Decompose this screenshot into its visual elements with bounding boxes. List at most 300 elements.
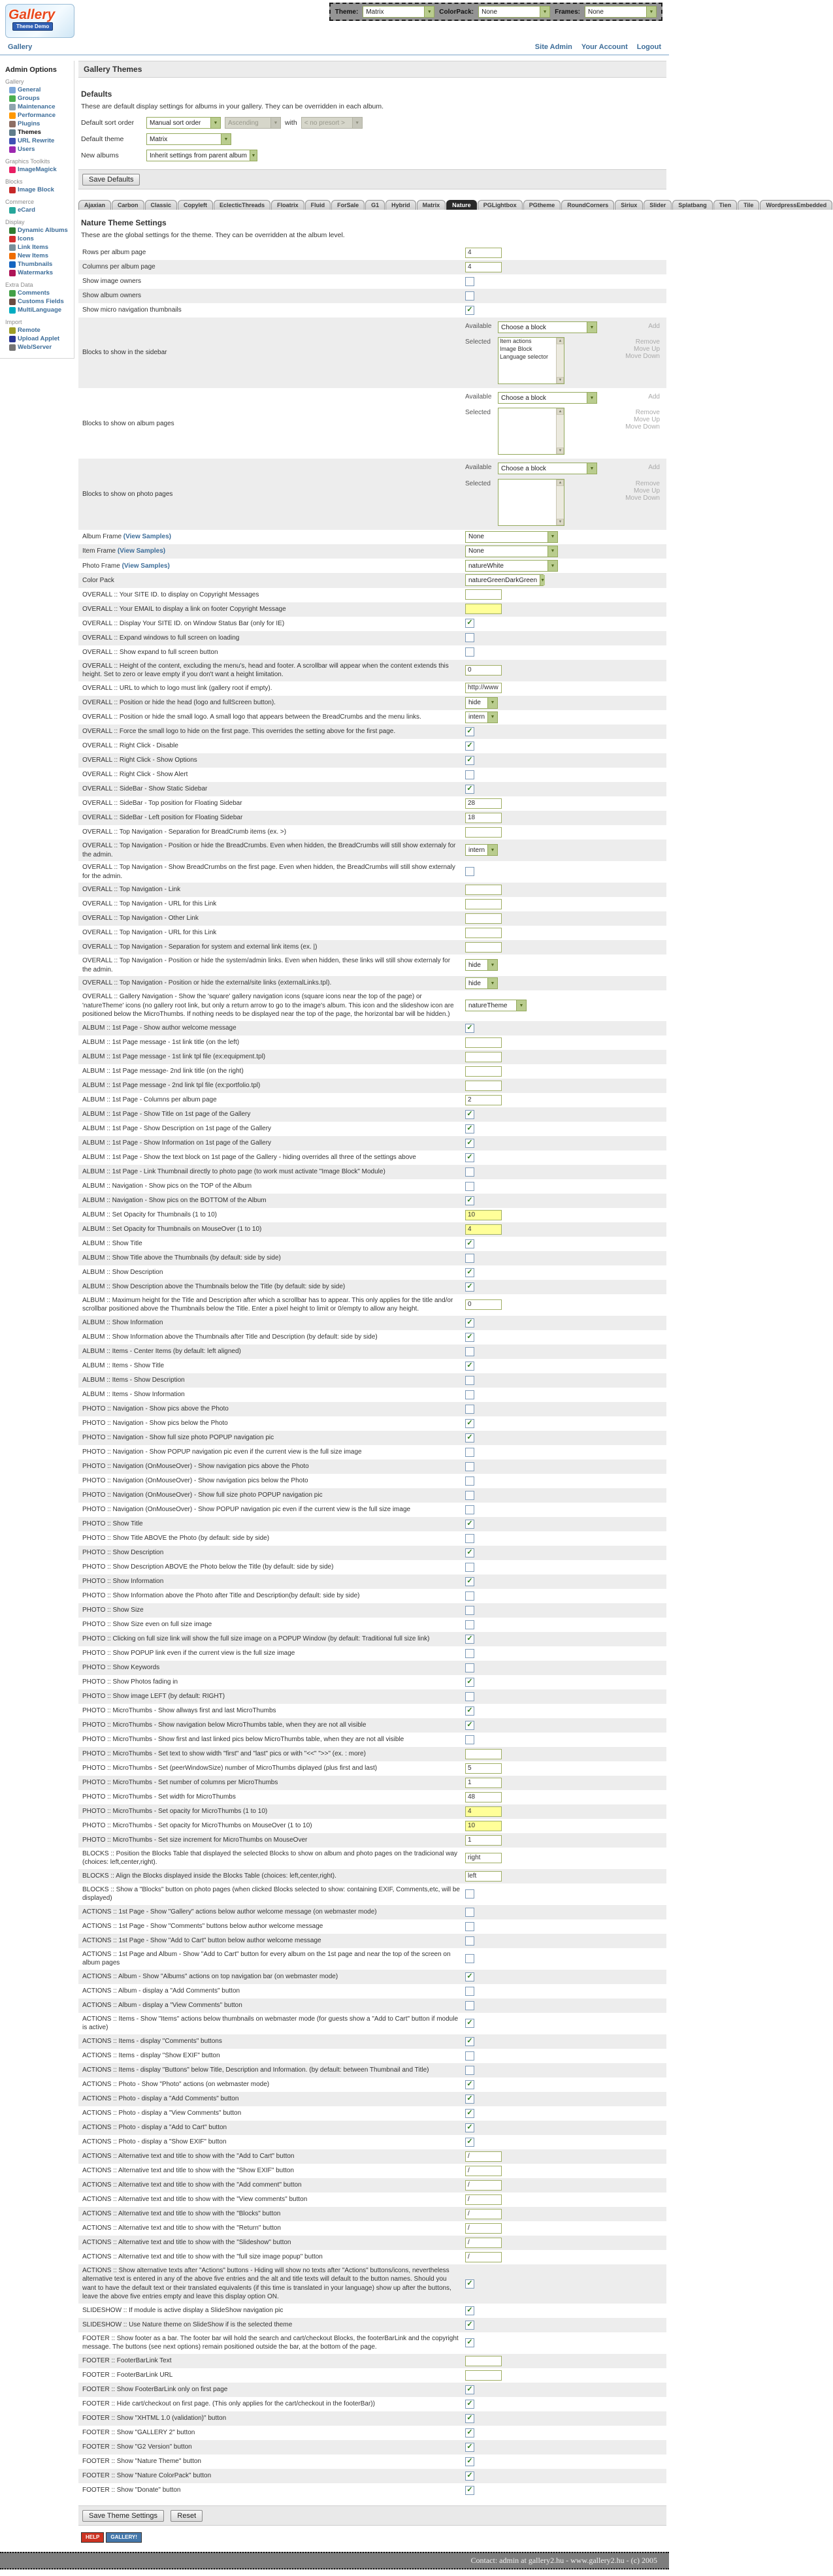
setting-text-input[interactable]: 4 [465, 262, 502, 272]
tab-eclecticthreads[interactable]: EclecticThreads [214, 200, 270, 210]
sidebar-item-link-items[interactable] [5, 243, 74, 252]
setting-checkbox[interactable]: ✓ [465, 1706, 474, 1716]
sidebar-item-watermarks[interactable] [5, 269, 74, 277]
setting-label: PHOTO :: Show POPUP link even if the current view is the full size image [82, 1650, 295, 1657]
setting-text-input[interactable]: 18 [465, 813, 502, 823]
setting-label: FOOTER :: Show "G2 Version" button [82, 2443, 192, 2451]
move-down-link[interactable]: Move Down [625, 423, 660, 431]
view-samples-link[interactable]: (View Samples) [123, 533, 171, 541]
setting-label: FOOTER :: FooterBarLink URL [82, 2372, 173, 2379]
settings-row [78, 1280, 666, 1294]
theme-select[interactable]: Matrix ▼ [363, 6, 434, 18]
setting-checkbox[interactable] [465, 2051, 474, 2061]
setting-text-input[interactable]: / [465, 2166, 502, 2176]
setting-checkbox[interactable]: ✓ [465, 1419, 474, 1428]
chevron-down-icon: ▼ [270, 118, 280, 128]
setting-select[interactable] [465, 697, 498, 709]
setting-checkbox[interactable] [465, 1534, 474, 1543]
scroll-up-icon[interactable]: ▲ [557, 408, 564, 415]
setting-label: ACTIONS :: Alternative text and title to show with the "Blocks" button [82, 2210, 281, 2218]
view-samples-link[interactable]: (View Samples) [122, 562, 170, 570]
default-theme-select[interactable]: Matrix ▼ [146, 133, 231, 145]
setting-checkbox[interactable]: ✓ [465, 1577, 474, 1586]
tab-wordpressembedded[interactable]: WordpressEmbedded [760, 200, 832, 210]
sidebar-item-imagemagick[interactable] [5, 165, 74, 174]
sidebar-item-new-items[interactable] [5, 252, 74, 260]
page-title: Gallery Themes [78, 61, 666, 78]
setting-checkbox[interactable]: ✓ [465, 1433, 474, 1443]
sidebar-item-comments[interactable] [5, 289, 74, 297]
setting-label: PHOTO :: MicroThumbs - Show navigation below MicroThumbs table, when they are not all visible [82, 1721, 367, 1729]
sidebar-item-themes[interactable] [5, 128, 74, 137]
sidebar-item-icons[interactable] [5, 235, 74, 243]
add-block-link[interactable]: Add [648, 323, 660, 330]
setting-label: OVERALL :: Force the small logo to hide on the first page. This overrides the setting above for the first page. [82, 728, 396, 736]
setting-checkbox[interactable]: ✓ [465, 756, 474, 765]
setting-control [465, 753, 666, 768]
sidebar-item-dynamic-albums[interactable] [5, 226, 74, 235]
setting-text-input[interactable]: 10 [465, 1210, 502, 1220]
setting-checkbox[interactable]: ✓ [465, 1139, 474, 1148]
sort-order-select[interactable]: Manual sort order ▼ [146, 117, 221, 129]
setting-text-input[interactable]: / [465, 2238, 502, 2248]
setting-label: FOOTER :: Show "Donate" button [82, 2486, 181, 2494]
settings-row [78, 2264, 666, 2304]
setting-checkbox[interactable]: ✓ [465, 2019, 474, 2028]
setting-label: OVERALL :: Position or hide the small logo. A small logo that appears between the BreadCrumbs and the menu links. [82, 713, 421, 721]
setting-control [465, 1280, 666, 1294]
settings-row [78, 1459, 666, 1474]
selected-blocks-listbox[interactable] [498, 408, 564, 455]
settings-row [78, 2318, 666, 2332]
save-defaults-button[interactable]: Save Defaults [82, 174, 140, 186]
setting-checkbox[interactable] [465, 1606, 474, 1615]
sidebar-item-multilanguage[interactable] [5, 306, 74, 314]
setting-control [465, 897, 666, 911]
setting-text-input[interactable] [465, 942, 502, 953]
setting-checkbox[interactable]: ✓ [465, 1153, 474, 1162]
setting-label: PHOTO :: MicroThumbs - Set opacity for MicroThumbs (1 to 10) [82, 1808, 268, 1816]
selected-block-item[interactable]: Language selector [500, 353, 549, 360]
settings-row [78, 573, 666, 587]
settings-row [78, 1050, 666, 1064]
setting-checkbox[interactable]: ✓ [465, 2471, 474, 2481]
scroll-down-icon[interactable]: ▼ [557, 377, 564, 383]
setting-checkbox[interactable]: ✓ [465, 785, 474, 794]
setting-checkbox[interactable] [465, 1347, 474, 1356]
tab-g1[interactable]: G1 [365, 200, 385, 210]
setting-control [465, 588, 666, 602]
scroll-up-icon[interactable]: ▲ [557, 480, 564, 486]
settings-row [78, 544, 666, 559]
site-link-bar [0, 41, 669, 56]
link-your-account[interactable]: Your Account [581, 43, 628, 51]
listbox-scrollbar[interactable] [556, 338, 564, 383]
setting-text-input[interactable]: / [465, 2194, 502, 2205]
setting-checkbox[interactable]: ✓ [465, 2414, 474, 2423]
setting-checkbox[interactable] [465, 2001, 474, 2010]
available-block-select-value: Choose a block [501, 323, 546, 331]
setting-control [465, 1790, 666, 1804]
setting-checkbox[interactable]: ✓ [465, 2123, 474, 2132]
setting-checkbox[interactable]: ✓ [465, 1318, 474, 1328]
setting-label: OVERALL :: Top Navigation - Separation for system and external link items (ex. |) [82, 943, 318, 951]
setting-checkbox[interactable]: ✓ [465, 2080, 474, 2089]
setting-checkbox[interactable]: ✓ [465, 619, 474, 628]
setting-checkbox[interactable] [465, 1491, 474, 1500]
setting-checkbox[interactable]: ✓ [465, 1972, 474, 1981]
sidebar-item-remote[interactable] [5, 326, 74, 334]
setting-label: ACTIONS :: Alternative text and title to show with the "Add to Cart" button [82, 2153, 295, 2160]
setting-control [465, 2034, 666, 2049]
setting-checkbox[interactable] [465, 1167, 474, 1177]
setting-checkbox[interactable]: ✓ [465, 1333, 474, 1342]
listbox-scrollbar[interactable] [556, 480, 564, 525]
setting-checkbox[interactable]: ✓ [465, 2486, 474, 2495]
sidebar-item-customs-fields[interactable] [5, 297, 74, 306]
setting-checkbox[interactable] [465, 291, 474, 301]
sidebar-item-maintenance[interactable] [5, 103, 74, 111]
new-albums-select[interactable]: Inherit settings from parent album ▼ [146, 150, 257, 161]
setting-checkbox[interactable] [465, 1936, 474, 1946]
sidebar-section-heading: Extra Data [5, 282, 33, 288]
setting-text-input[interactable]: 48 [465, 1792, 502, 1802]
themes-icon [9, 129, 16, 136]
setting-text-input[interactable] [465, 913, 502, 924]
setting-label: OVERALL :: SideBar - Show Static Sidebar [82, 785, 208, 793]
setting-label: PHOTO :: MicroThumbs - Set number of columns per MicroThumbs [82, 1779, 278, 1787]
setting-checkbox[interactable] [465, 1591, 474, 1601]
settings-row [78, 954, 666, 976]
sidebar-item-label: Customs Fields [18, 298, 64, 305]
setting-checkbox[interactable] [465, 1254, 474, 1263]
setting-checkbox[interactable]: ✓ [465, 2279, 474, 2289]
selected-blocks-listbox[interactable] [498, 337, 564, 384]
setting-text-input[interactable] [465, 1081, 502, 1091]
setting-checkbox[interactable] [465, 1390, 474, 1399]
setting-text-input[interactable] [465, 1066, 502, 1077]
setting-label: FOOTER :: Show "XHTML 1.0 (validation)" button [82, 2415, 227, 2422]
setting-checkbox[interactable] [465, 1376, 474, 1385]
setting-checkbox[interactable]: ✓ [465, 1520, 474, 1529]
settings-row [78, 2236, 666, 2250]
badge-help[interactable]: HELP [81, 2532, 104, 2543]
move-up-link[interactable]: Move Up [633, 346, 660, 353]
setting-select[interactable] [465, 844, 498, 856]
setting-text-input[interactable] [465, 928, 502, 938]
setting-checkbox[interactable]: ✓ [465, 1282, 474, 1292]
settings-row [78, 1718, 666, 1733]
setting-checkbox[interactable] [465, 1735, 474, 1744]
setting-select[interactable] [465, 1000, 527, 1011]
tab-carbon[interactable]: Carbon [112, 200, 144, 210]
sidebar-item-image-block[interactable] [5, 186, 74, 194]
scroll-down-icon[interactable]: ▼ [557, 519, 564, 525]
tab-splatbang[interactable]: Splatbang [672, 200, 713, 210]
setting-label: OVERALL :: Position or hide the head (logo and fullScreen button). [82, 699, 276, 706]
available-block-select[interactable] [498, 392, 597, 404]
setting-control [465, 1297, 666, 1312]
setting-label: ALBUM :: Items - Center Items (by default: left aligned) [82, 1348, 241, 1356]
setting-control [465, 1661, 666, 1675]
setting-control [465, 843, 666, 857]
sidebar-item-url-rewrite[interactable] [5, 137, 74, 145]
setting-select[interactable] [465, 574, 544, 586]
settings-row [78, 1265, 666, 1280]
setting-checkbox[interactable] [465, 867, 474, 876]
setting-checkbox[interactable]: ✓ [465, 1635, 474, 1644]
settings-row [78, 1093, 666, 1107]
move-down-link[interactable]: Move Down [625, 353, 660, 361]
setting-checkbox[interactable] [465, 277, 474, 286]
setting-label: OVERALL :: Top Navigation - Show BreadCrumbs on the first page. Even when hidden, the BreadCrumbs will still show externaly for the admin. [82, 864, 455, 880]
setting-checkbox[interactable] [465, 1922, 474, 1931]
reset-button[interactable]: Reset [171, 2510, 203, 2522]
setting-text-input[interactable]: 0 [465, 1299, 502, 1310]
setting-select[interactable] [465, 959, 498, 971]
setting-control [465, 1589, 666, 1603]
setting-text-input[interactable] [465, 589, 502, 600]
setting-control [465, 2440, 666, 2454]
tab-pgtheme[interactable]: PGtheme [523, 200, 561, 210]
setting-checkbox[interactable]: ✓ [465, 2109, 474, 2118]
setting-checkbox[interactable] [465, 1563, 474, 1572]
setting-checkbox[interactable] [465, 1663, 474, 1672]
setting-checkbox[interactable] [465, 1649, 474, 1658]
setting-label: Show micro navigation thumbnails [82, 306, 182, 314]
tab-classic[interactable]: Classic [145, 200, 178, 210]
setting-text-input[interactable]: / [465, 2180, 502, 2191]
settings-row [78, 2426, 666, 2440]
setting-text-input[interactable]: / [465, 2151, 502, 2162]
setting-checkbox[interactable] [465, 1505, 474, 1514]
setting-text-input[interactable] [465, 604, 502, 614]
setting-checkbox[interactable]: ✓ [465, 2321, 474, 2330]
setting-text-input[interactable]: / [465, 2209, 502, 2219]
setting-text-input[interactable]: 2 [465, 1095, 502, 1105]
setting-checkbox[interactable]: ✓ [465, 1196, 474, 1205]
setting-text-input[interactable]: 4 [465, 1806, 502, 1817]
setting-checkbox[interactable] [465, 2066, 474, 2075]
setting-checkbox[interactable]: ✓ [465, 2400, 474, 2409]
setting-checkbox[interactable] [465, 1476, 474, 1486]
remove-block-link[interactable]: Remove [635, 480, 660, 487]
setting-control [465, 1459, 666, 1474]
setting-select[interactable] [465, 977, 498, 989]
settings-row [78, 1833, 666, 1848]
setting-checkbox[interactable]: ✓ [465, 2428, 474, 2437]
sidebar-item-web-server[interactable] [5, 343, 74, 351]
tab-roundcorners[interactable]: RoundCorners [561, 200, 614, 210]
sidebar-item-ecard[interactable] [5, 206, 74, 214]
sidebar-item-upload-applet[interactable] [5, 334, 74, 343]
setting-control [465, 782, 666, 796]
sidebar-item-general[interactable] [5, 86, 74, 94]
remove-block-link[interactable]: Remove [635, 409, 660, 417]
tab-tile[interactable]: Tile [738, 200, 759, 210]
scroll-up-icon[interactable]: ▲ [557, 338, 564, 344]
setting-checkbox[interactable] [465, 647, 474, 657]
tab-slider[interactable]: Slider [644, 200, 672, 210]
setting-checkbox[interactable] [465, 1987, 474, 1996]
setting-select[interactable] [465, 711, 498, 723]
setting-checkbox[interactable]: ✓ [465, 1239, 474, 1248]
frames-select[interactable]: None ▼ [585, 6, 657, 18]
setting-text-input[interactable] [465, 1037, 502, 1048]
setting-text-input[interactable]: 4 [465, 1224, 502, 1235]
setting-text-input[interactable]: 5 [465, 1763, 502, 1774]
tab-tien[interactable]: Tien [713, 200, 737, 210]
setting-checkbox[interactable]: ✓ [465, 1721, 474, 1730]
theme-tabs [78, 199, 827, 210]
setting-checkbox[interactable] [465, 1462, 474, 1471]
setting-text-input[interactable]: http://www [465, 683, 502, 693]
setting-text-input[interactable]: 10 [465, 1821, 502, 1831]
setting-text-input[interactable]: / [465, 2223, 502, 2234]
sidebar-item-users[interactable] [5, 145, 74, 154]
theme-settings-section [78, 218, 666, 239]
setting-checkbox[interactable]: ✓ [465, 2138, 474, 2147]
add-block-link[interactable]: Add [648, 464, 660, 472]
colorpack-select[interactable]: None ▼ [478, 6, 550, 18]
sidebar-item-plugins[interactable] [5, 120, 74, 128]
setting-checkbox[interactable]: ✓ [465, 2443, 474, 2452]
setting-select[interactable] [465, 531, 558, 543]
setting-checkbox[interactable]: ✓ [465, 742, 474, 751]
contact-text: Contact: admin at gallery2.hu - www.gallery2.hu - (c) 2005 [470, 2555, 657, 2565]
setting-text-input[interactable]: left [465, 1871, 502, 1882]
link-site-admin[interactable]: Site Admin [534, 43, 572, 51]
setting-text-input[interactable]: 28 [465, 798, 502, 809]
setting-text-input[interactable]: right [465, 1853, 502, 1863]
move-up-link[interactable]: Move Up [633, 487, 660, 495]
tab-hybrid[interactable]: Hybrid [385, 200, 416, 210]
setting-text-input[interactable] [465, 827, 502, 838]
setting-text-input[interactable]: / [465, 2252, 502, 2262]
setting-checkbox[interactable] [465, 1182, 474, 1191]
tab-forsale[interactable]: ForSale [331, 200, 365, 210]
setting-text-input[interactable] [465, 1749, 502, 1759]
setting-text-input[interactable]: 4 [465, 248, 502, 258]
setting-checkbox[interactable] [465, 1620, 474, 1629]
setting-control [465, 1574, 666, 1589]
move-down-link[interactable]: Move Down [625, 494, 660, 502]
setting-checkbox[interactable] [465, 1405, 474, 1414]
setting-checkbox[interactable]: ✓ [465, 2306, 474, 2315]
theme-label: Theme: [335, 8, 359, 16]
badge-gallery[interactable]: GALLERY! [106, 2532, 142, 2543]
remove-block-link[interactable]: Remove [635, 338, 660, 346]
setting-select[interactable] [465, 560, 558, 572]
setting-text-input[interactable] [465, 2370, 502, 2381]
setting-checkbox[interactable]: ✓ [465, 1268, 474, 1277]
setting-select[interactable] [465, 546, 558, 557]
setting-checkbox[interactable]: ✓ [465, 1548, 474, 1557]
available-block-select[interactable] [498, 463, 597, 474]
setting-checkbox[interactable]: ✓ [465, 2037, 474, 2046]
setting-text-input[interactable]: 0 [465, 665, 502, 676]
sidebar-item-groups[interactable] [5, 94, 74, 103]
setting-checkbox[interactable]: ✓ [465, 1124, 474, 1133]
settings-row [78, 631, 666, 645]
setting-checkbox[interactable]: ✓ [465, 2457, 474, 2466]
setting-checkbox[interactable] [465, 1692, 474, 1701]
sidebar-item-thumbnails[interactable] [5, 260, 74, 269]
setting-control [465, 883, 666, 897]
gallery-home-link[interactable]: Gallery [8, 43, 33, 51]
setting-text-input[interactable] [465, 885, 502, 895]
setting-text-input[interactable]: 1 [465, 1835, 502, 1846]
tab-siriux[interactable]: Siriux [615, 200, 643, 210]
setting-control [465, 1546, 666, 1560]
selected-block-item[interactable]: Item actions [500, 338, 532, 345]
selected-blocks-listbox[interactable] [498, 479, 564, 526]
setting-checkbox[interactable]: ✓ [465, 2338, 474, 2347]
setting-checkbox[interactable] [465, 1954, 474, 1963]
setting-text-input[interactable]: 1 [465, 1778, 502, 1788]
setting-label: PHOTO :: MicroThumbs - Show allways first and last MicroThumbs [82, 1707, 276, 1715]
settings-row [78, 1848, 666, 1869]
setting-checkbox[interactable] [465, 1889, 474, 1899]
setting-checkbox[interactable] [465, 770, 474, 779]
setting-checkbox[interactable] [465, 1448, 474, 1457]
setting-control [465, 725, 666, 739]
settings-row [78, 1661, 666, 1675]
tab-fluid[interactable]: Fluid [305, 200, 331, 210]
setting-text-input[interactable] [465, 1052, 502, 1062]
tab-nature[interactable]: Nature [446, 200, 477, 210]
setting-checkbox[interactable]: ✓ [465, 2095, 474, 2104]
setting-text-input[interactable] [465, 899, 502, 909]
setting-checkbox[interactable]: ✓ [465, 727, 474, 736]
listbox-scrollbar[interactable] [556, 408, 564, 454]
setting-checkbox[interactable]: ✓ [465, 1361, 474, 1371]
new-albums-label: New albums [81, 152, 119, 159]
sidebar-item-performance[interactable] [5, 111, 74, 120]
setting-control [465, 1560, 666, 1574]
add-block-link[interactable]: Add [648, 393, 660, 401]
setting-text-input[interactable] [465, 2356, 502, 2366]
view-samples-link[interactable]: (View Samples) [117, 547, 166, 555]
settings-row [78, 825, 666, 840]
tab-matrix[interactable]: Matrix [417, 200, 446, 210]
setting-checkbox[interactable]: ✓ [465, 2385, 474, 2394]
tab-pglightbox[interactable]: PGLightbox [478, 200, 523, 210]
setting-control [465, 2483, 666, 2498]
chevron-down-icon: ▼ [210, 118, 220, 128]
selected-block-item[interactable]: Image Block [500, 345, 532, 352]
tab-floatrix[interactable]: Floatrix [271, 200, 304, 210]
tab-copyleft[interactable]: Copyleft [178, 200, 213, 210]
setting-label: BLOCKS :: Show a "Blocks" button on photo pages (when clicked Blocks selected to show: containing EXIF, Comments,etc, will be displayed) [82, 1885, 460, 1902]
available-block-select[interactable] [498, 321, 597, 333]
default-sort-label: Default sort order [81, 119, 135, 127]
settings-row [78, 1431, 666, 1445]
tab-ajaxian[interactable]: Ajaxian [78, 200, 111, 210]
setting-checkbox[interactable]: ✓ [465, 1678, 474, 1687]
save-theme-settings-button[interactable]: Save Theme Settings [82, 2510, 164, 2522]
move-up-link[interactable]: Move Up [633, 416, 660, 424]
link-logout[interactable]: Logout [636, 43, 661, 51]
setting-checkbox[interactable] [465, 1908, 474, 1917]
settings-row [78, 1560, 666, 1574]
settings-row [78, 1388, 666, 1402]
setting-checkbox[interactable]: ✓ [465, 306, 474, 315]
setting-checkbox[interactable]: ✓ [465, 1110, 474, 1119]
scroll-down-icon[interactable]: ▼ [557, 448, 564, 454]
setting-checkbox[interactable]: ✓ [465, 1024, 474, 1033]
setting-checkbox[interactable] [465, 633, 474, 642]
